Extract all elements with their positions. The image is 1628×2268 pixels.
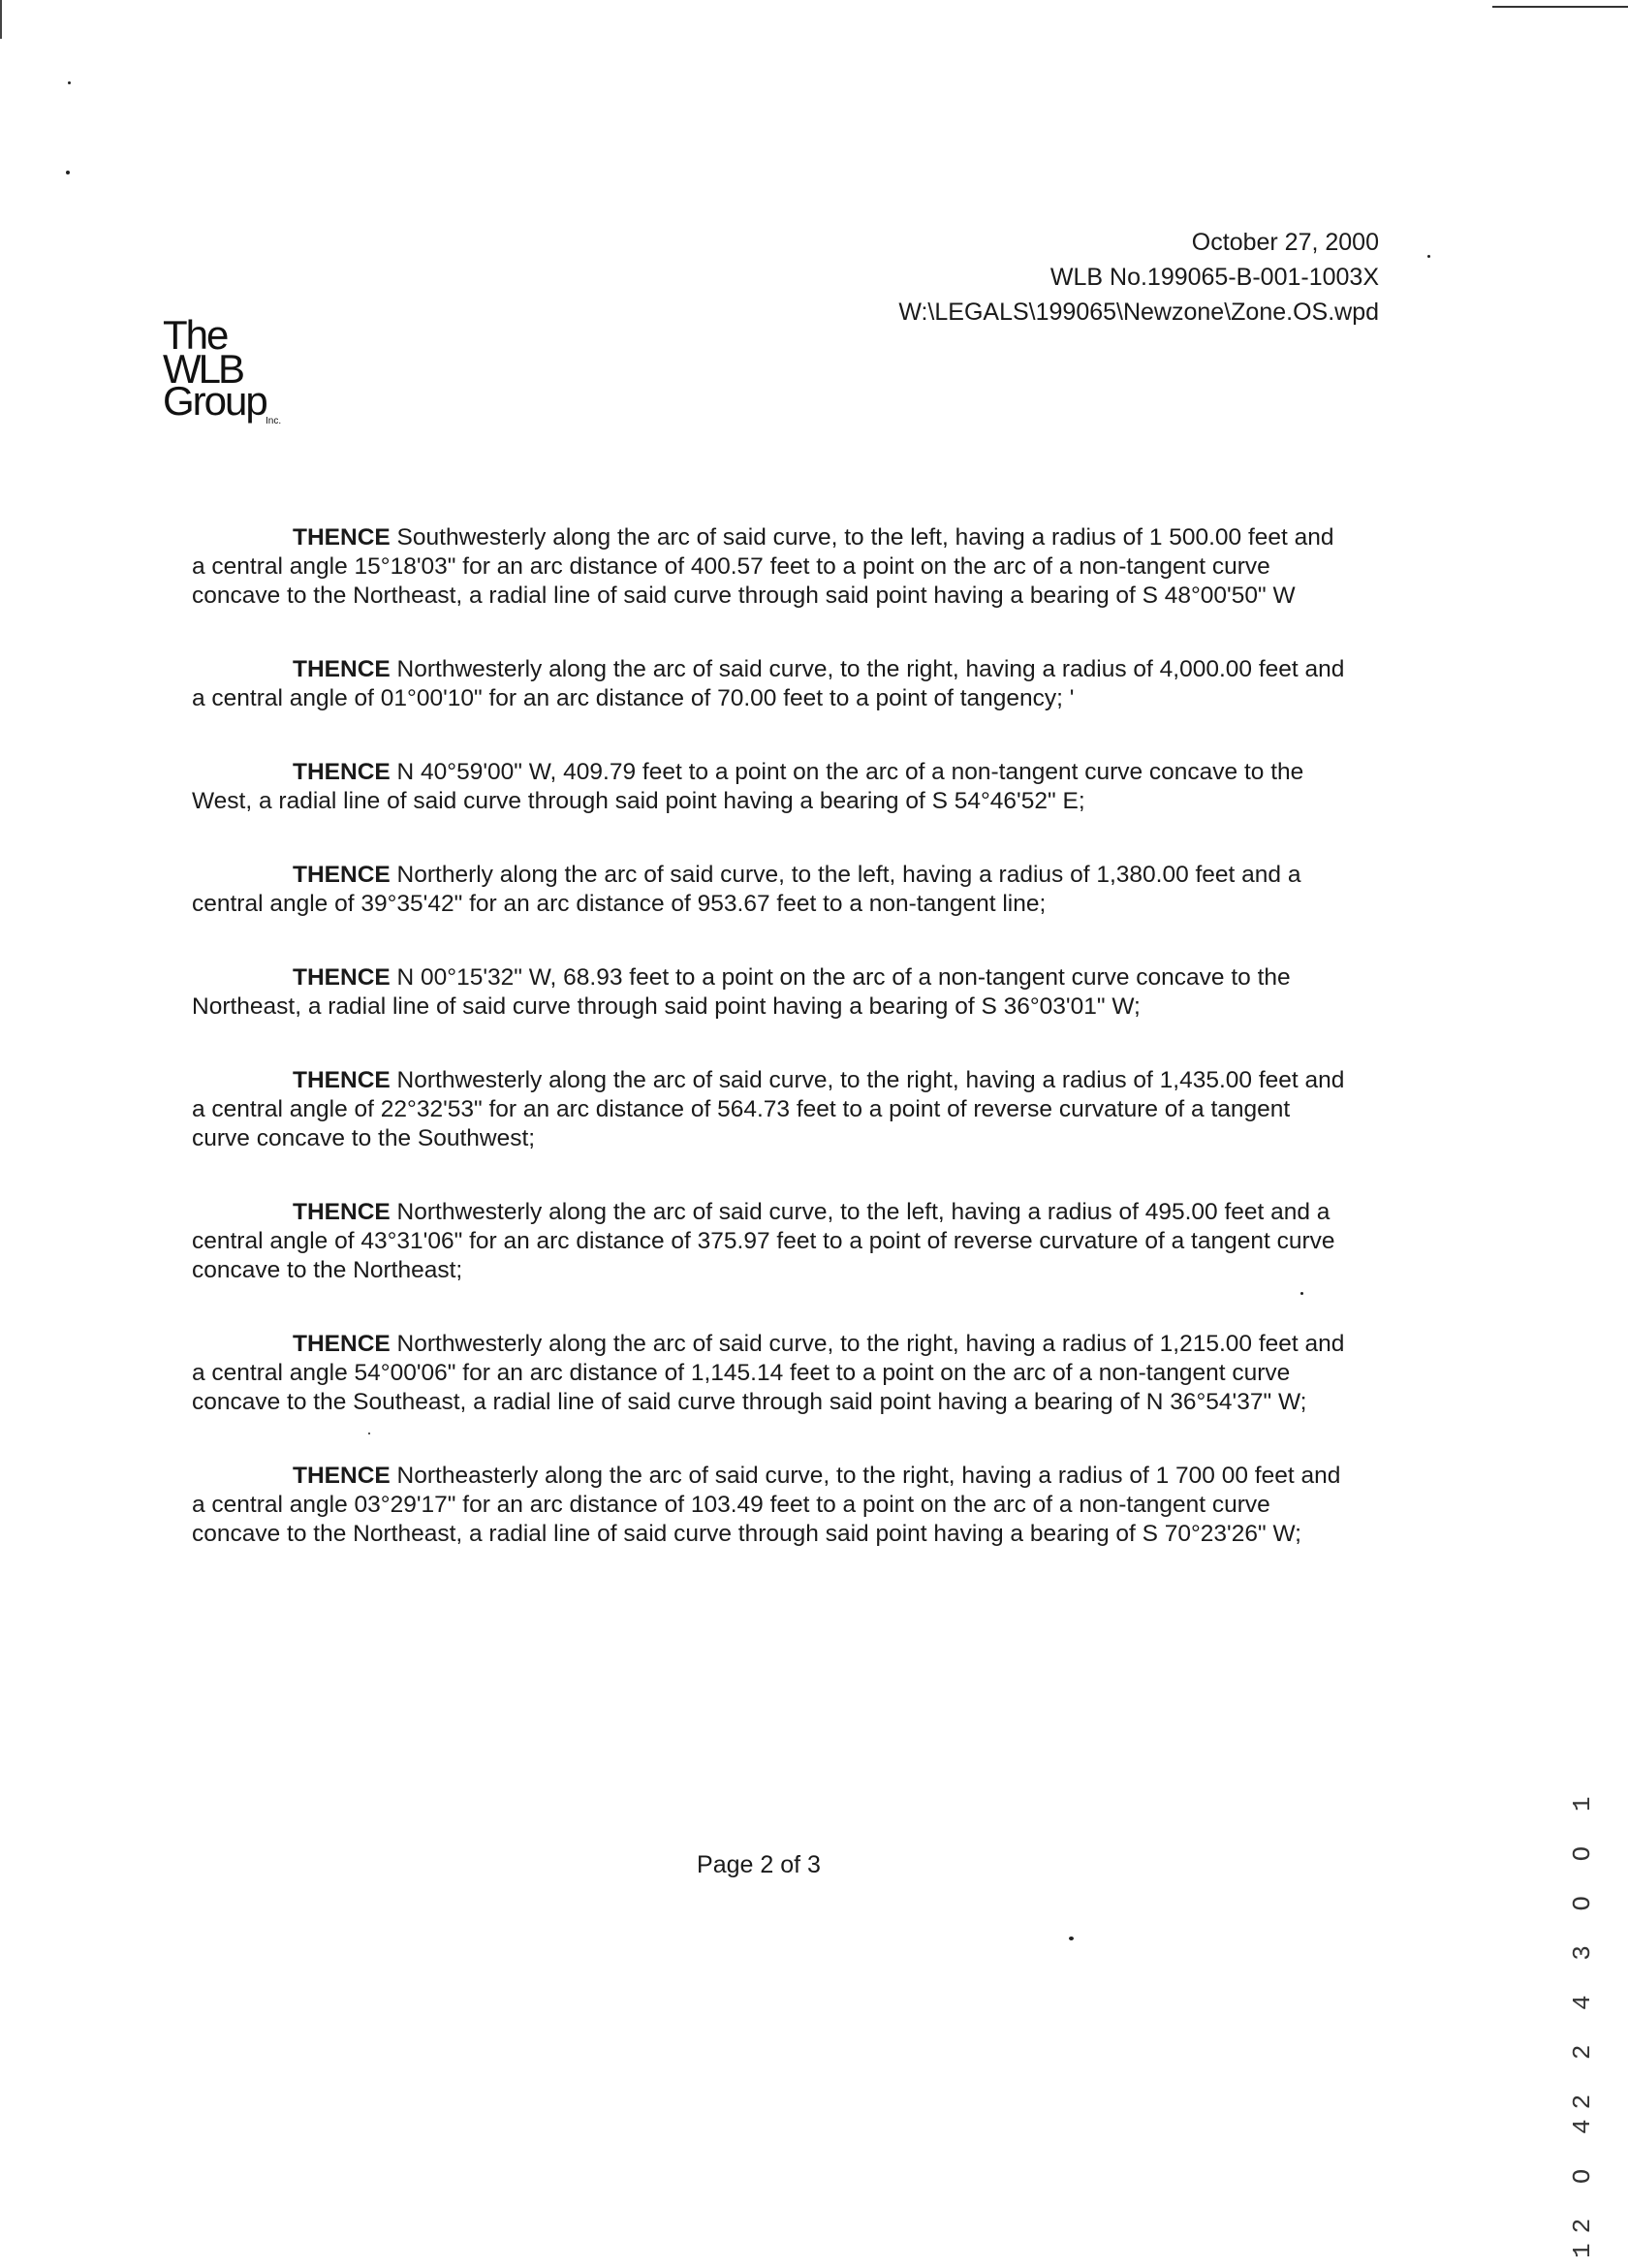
- logo-line-the: The: [163, 312, 228, 358]
- course-text: N 40°59'00" W, 409.79 feet to a point on the arc of a non-tangent curve concave to the West, a radial line of said curve through said point having a bearing of S 54°46'52" E;: [192, 759, 1304, 814]
- course-paragraph: [192, 1462, 1345, 1549]
- thence-keyword: THENCE: [293, 1199, 391, 1225]
- thence-keyword: THENCE: [293, 964, 391, 991]
- margin-stamp-text: 12 O 42 2 4 3 O O 1: [1568, 1786, 1597, 2258]
- course-paragraph: [192, 758, 1345, 816]
- scan-speck: [1069, 1937, 1074, 1940]
- course-text: Northwesterly along the arc of said curve, to the right, having a radius of 1,435.00 feet and a central angle of 22°32'53" for an arc distance of 564.73 feet to a point of reverse curvature of a tangent curve concave to the Southwest;: [192, 1067, 1345, 1151]
- logo-line-group: Group: [163, 378, 266, 424]
- course-paragraph: [192, 1198, 1345, 1285]
- course-text: Southwesterly along the arc of said curve, to the left, having a radius of 1 500.00 feet and a central angle 15°18'03" for an arc distance of 400.57 feet to a point on the arc of a non-tangent curve concave to the Northeast, a radial line of said curve through said point having a bearing of S 48°00'50" W: [192, 524, 1334, 609]
- header-file-path: W:\LEGALS\199065\Newzone\Zone.OS.wpd: [898, 299, 1379, 326]
- course-paragraph: [192, 963, 1345, 1022]
- course-text: Northeasterly along the arc of said curve, to the right, having a radius of 1 700 00 feet and a central angle 03°29'17" for an arc distance of 103.49 feet to a point on the arc of a non-tangent curve concave to the Northeast, a radial line of said curve through said point having a bearing of S 70°23'26" W;: [192, 1463, 1341, 1547]
- course-text: Northerly along the arc of said curve, to the left, having a radius of 1,380.00 feet and a central angle of 39°35'42" for an arc distance of 953.67 feet to a non-tangent line;: [192, 862, 1301, 917]
- course-paragraph: [192, 1330, 1345, 1417]
- course-text: Northwesterly along the arc of said curve, to the right, having a radius of 1,215.00 feet and a central angle 54°00'06" for an arc distance of 1,145.14 feet to a point on the arc of a non-tangent curve concave to the Southeast, a radial line of said curve through said point having a bearing of N 36°54'37" W;: [192, 1331, 1345, 1415]
- scan-speck: [68, 81, 71, 84]
- thence-keyword: THENCE: [293, 759, 391, 785]
- scan-edge-mark: [0, 0, 2, 39]
- header-date: October 27, 2000: [1191, 229, 1379, 256]
- thence-keyword: THENCE: [293, 656, 391, 682]
- thence-keyword: THENCE: [293, 1463, 391, 1489]
- course-paragraph: [192, 655, 1345, 713]
- scan-speck: [66, 171, 70, 174]
- thence-keyword: THENCE: [293, 1331, 391, 1357]
- header-wlb-number: WLB No.199065-B-001-1003X: [1049, 264, 1379, 291]
- document-header: [898, 225, 1379, 330]
- logo-line-wlb: WLB: [163, 346, 243, 392]
- thence-keyword: THENCE: [293, 1067, 391, 1093]
- thence-keyword: THENCE: [293, 524, 391, 551]
- thence-keyword: THENCE: [293, 862, 391, 888]
- scan-top-rule: [1492, 6, 1628, 8]
- course-paragraph: [192, 1066, 1345, 1153]
- scan-speck: [1427, 255, 1430, 258]
- course-text: N 00°15'32" W, 68.93 feet to a point on the arc of a non-tangent curve concave to the Northeast, a radial line of said curve through said point having a bearing of S 36°03'01" W;: [192, 964, 1291, 1020]
- course-text: Northwesterly along the arc of said curve, to the right, having a radius of 4,000.00 feet and a central angle of 01°00'10" for an arc distance of 70.00 feet to a point of tangency; ': [192, 656, 1345, 711]
- course-text: Northwesterly along the arc of said curve, to the left, having a radius of 495.00 feet and a central angle of 43°31'06" for an arc distance of 375.97 feet to a point of reverse curvature of a tangent curve concave to the Northeast;: [192, 1199, 1335, 1283]
- page-number: Page 2 of 3: [697, 1851, 821, 1878]
- logo-inc-suffix: Inc.: [266, 416, 282, 426]
- legal-description-body: [192, 523, 1345, 1593]
- margin-recording-stamp: [1568, 1531, 1601, 2268]
- wlb-group-logo: [163, 312, 318, 436]
- course-paragraph: [192, 861, 1345, 919]
- course-paragraph: [192, 523, 1345, 611]
